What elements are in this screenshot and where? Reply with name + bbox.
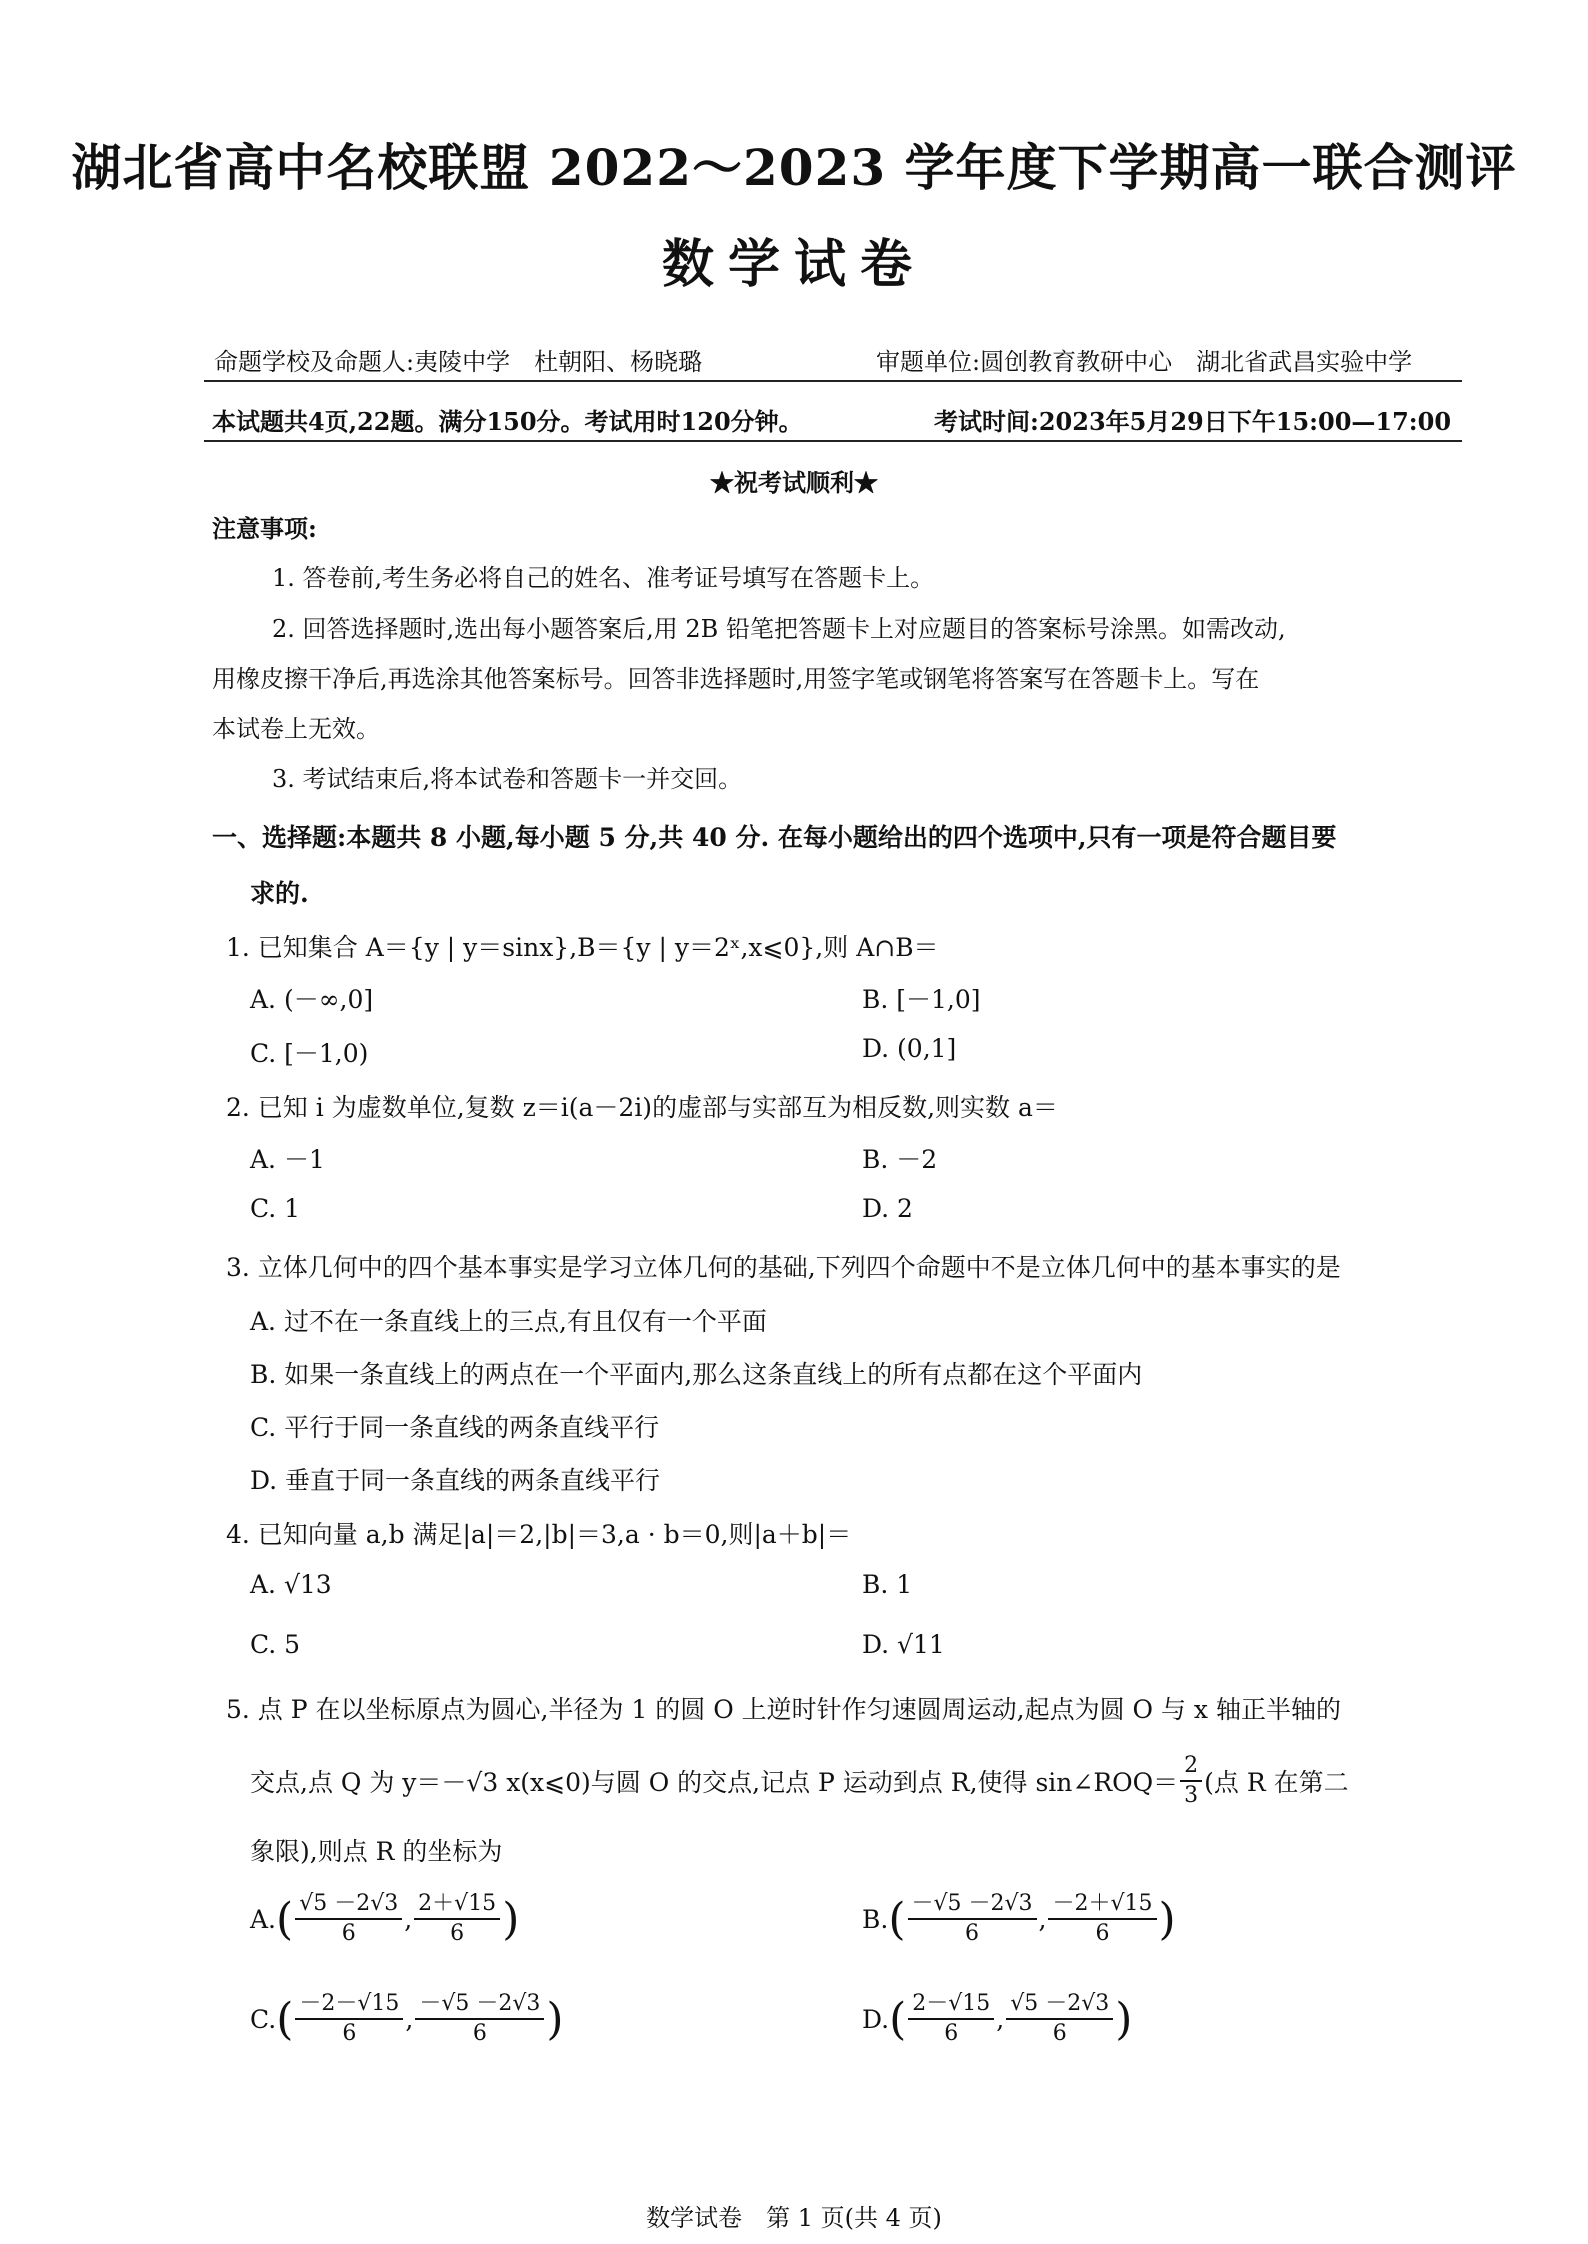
comma: ,: [996, 2004, 1005, 2034]
exam-time: 考试时间:2023年5月29日下午15:00—17:00: [934, 407, 1452, 436]
option: C. 5: [250, 1630, 301, 1659]
option: D. 垂直于同一条直线的两条直线平行: [250, 1466, 661, 1495]
fraction-denominator: 6: [450, 1921, 465, 1946]
comma: ,: [404, 1904, 413, 1934]
fraction: [415, 1990, 544, 2048]
note-item: 1. 答卷前,考生务必将自己的姓名、准考证号填写在答题卡上。: [272, 564, 935, 592]
option-d: [862, 1990, 1132, 2048]
fraction-denominator: 6: [341, 1921, 356, 1946]
option-label: A.: [250, 1904, 277, 1934]
option-label: B.: [862, 1904, 889, 1934]
comma: ,: [1038, 1904, 1047, 1934]
option: D. (0,1]: [862, 1034, 957, 1063]
option-b: [862, 1890, 1176, 1948]
fraction-numerator: 2: [1180, 1752, 1202, 1782]
left-paren: (: [276, 1993, 294, 2045]
stem-text: 交点,点 Q 为 y＝－√3 x(x⩽0)与圆 O 的交点,记点 P 运动到点 R,使得 sin∠ROQ＝: [250, 1768, 1179, 1797]
fraction: [908, 1990, 994, 2048]
exam-info: 本试题共4页,22题。满分150分。考试用时120分钟。: [212, 407, 803, 436]
option: B. 1: [862, 1570, 913, 1599]
fraction-denominator: 6: [342, 2021, 357, 2046]
question-stem-line3: 象限),则点 R 的坐标为: [250, 1837, 503, 1866]
fraction-denominator: 6: [944, 2021, 959, 2046]
fraction-numerator: －2－√15: [295, 1990, 403, 2020]
question-stem: 1. 已知集合 A＝{y | y＝sinx},B＝{y | y＝2ˣ,x⩽0},则 A∩B＝: [226, 933, 939, 962]
fraction-denominator: 6: [1095, 1921, 1110, 1946]
notes-heading: 注意事项:: [212, 514, 317, 543]
option: C. 1: [250, 1194, 301, 1223]
option: B. [－1,0]: [862, 985, 981, 1014]
fraction-denominator: 3: [1184, 1783, 1199, 1808]
fraction: [1006, 1990, 1113, 2048]
option: D. 2: [862, 1194, 913, 1223]
option: A. 过不在一条直线上的三点,有且仅有一个平面: [250, 1307, 767, 1336]
fraction-numerator: √5 －2√3: [1006, 1990, 1113, 2020]
fraction: [1048, 1890, 1156, 1948]
question-stem-line2: [250, 1752, 1349, 1810]
question-stem: 3. 立体几何中的四个基本事实是学习立体几何的基础,下列四个命题中不是立体几何中的基本事实的是: [226, 1253, 1341, 1282]
exam-subtitle: 数学试卷: [661, 234, 926, 295]
option: A. －1: [250, 1145, 325, 1174]
fraction: [908, 1890, 1037, 1948]
option: C. [－1,0): [250, 1039, 369, 1068]
fraction: [1180, 1752, 1202, 1810]
comma: ,: [405, 2004, 414, 2034]
wish-line: ★祝考试顺利★: [710, 468, 878, 497]
left-paren: (: [888, 1893, 906, 1945]
question-stem: 2. 已知 i 为虚数单位,复数 z＝i(a－2i)的虚部与实部互为相反数,则实数 a＝: [226, 1093, 1058, 1122]
info-rule: [204, 440, 1462, 442]
fraction-numerator: √5 －2√3: [295, 1890, 402, 1920]
left-paren: (: [276, 1893, 294, 1945]
section-heading: 一、选择题:本题共 8 小题,每小题 5 分,共 40 分. 在每小题给出的四个选项中,只有一项是符合题目要: [212, 823, 1337, 852]
right-paren: ): [1158, 1893, 1176, 1945]
option-c: [250, 1990, 564, 2048]
option-label: C.: [250, 2004, 277, 2034]
option-label: D.: [862, 2004, 890, 2034]
fraction: [295, 1990, 403, 2048]
right-paren: ): [546, 1993, 564, 2045]
option: B. －2: [862, 1145, 938, 1174]
question-stem: 5. 点 P 在以坐标原点为圆心,半径为 1 的圆 O 上逆时针作匀速圆周运动,起点为圆 O 与 x 轴正半轴的: [226, 1695, 1341, 1724]
fraction-numerator: －√5 －2√3: [415, 1990, 544, 2020]
fraction-denominator: 6: [472, 2021, 487, 2046]
fraction: [295, 1890, 402, 1948]
option: C. 平行于同一条直线的两条直线平行: [250, 1413, 660, 1442]
fraction-numerator: －√5 －2√3: [908, 1890, 1037, 1920]
left-paren: (: [889, 1993, 907, 2045]
header-rule: [204, 380, 1462, 382]
right-paren: ): [1115, 1993, 1133, 2045]
option: A. √13: [250, 1570, 332, 1599]
fraction: [414, 1890, 500, 1948]
option: B. 如果一条直线上的两点在一个平面内,那么这条直线上的所有点都在这个平面内: [250, 1360, 1143, 1389]
note-item: 本试卷上无效。: [212, 715, 380, 743]
option: A. (－∞,0]: [250, 985, 374, 1014]
option-a: [250, 1890, 519, 1948]
right-paren: ): [502, 1893, 520, 1945]
note-item: 3. 考试结束后,将本试卷和答题卡一并交回。: [272, 765, 743, 793]
fraction-numerator: －2＋√15: [1048, 1890, 1156, 1920]
section-heading-cont: 求的.: [250, 879, 309, 908]
fraction-denominator: 6: [1052, 2021, 1067, 2046]
question-stem: 4. 已知向量 a,b 满足|a|＝2,|b|＝3,a · b＝0,则|a＋b|＝: [226, 1520, 852, 1549]
note-item: 2. 回答选择题时,选出每小题答案后,用 2B 铅笔把答题卡上对应题目的答案标号涂黑。如需改动,: [272, 615, 1286, 643]
fraction-numerator: 2＋√15: [414, 1890, 500, 1920]
fraction-numerator: 2－√15: [908, 1990, 994, 2020]
authors-line: 命题学校及命题人:夷陵中学 杜朝阳、杨晓璐: [214, 348, 703, 376]
page-footer: 数学试卷 第 1 页(共 4 页): [646, 2204, 942, 2232]
reviewers-line: 审题单位:圆创教育教研中心 湖北省武昌实验中学: [876, 348, 1413, 376]
note-item: 用橡皮擦干净后,再选涂其他答案标号。回答非选择题时,用签字笔或钢笔将答案写在答题卡上。写在: [212, 665, 1260, 693]
fraction-denominator: 6: [965, 1921, 980, 1946]
option: D. √11: [862, 1630, 945, 1659]
stem-text: (点 R 在第二: [1204, 1768, 1349, 1797]
exam-title: 湖北省高中名校联盟 2022～2023 学年度下学期高一联合测评: [71, 138, 1517, 197]
